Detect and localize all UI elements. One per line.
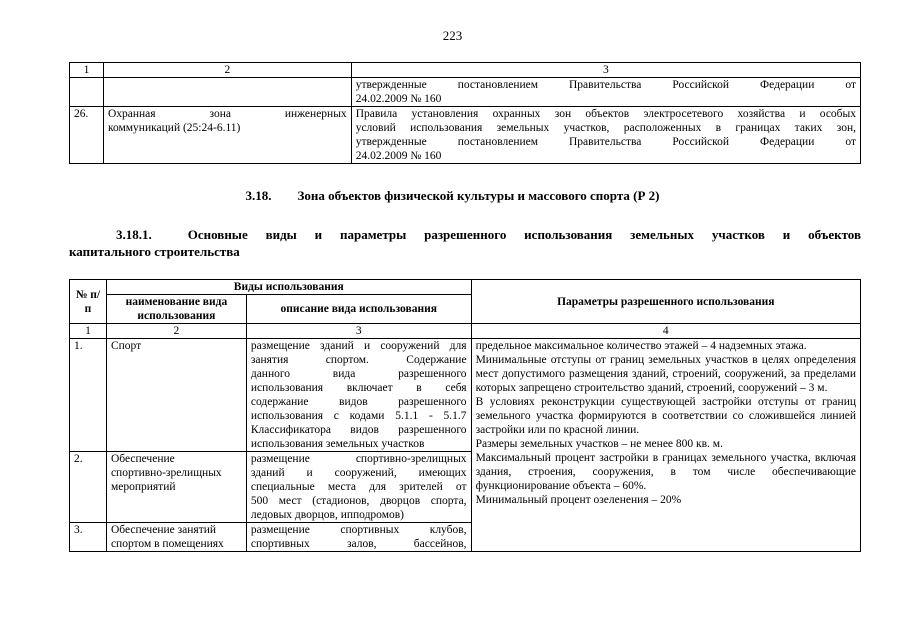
col-num-3: 3 — [351, 63, 860, 78]
table-row — [70, 78, 861, 107]
text-line: использования земельных участков — [250, 438, 425, 450]
usage-description — [246, 452, 471, 523]
page-number: 223 — [442, 28, 463, 43]
subsection-line-2: капитального строительства — [69, 244, 240, 259]
text-line: использования включает в себя — [250, 382, 467, 394]
header-usage-types: Виды использования — [106, 280, 471, 295]
col-num-1: 1 — [70, 63, 104, 78]
text-line: Охранная зона инженерных — [107, 108, 347, 120]
row-number: 2. — [70, 452, 107, 523]
usage-name: Спорт — [106, 339, 246, 452]
empty-cell — [103, 78, 351, 107]
text-line: размещение спортивных клубов, — [250, 524, 467, 536]
usage-description — [246, 523, 471, 552]
table-row — [70, 339, 861, 452]
continued-text — [351, 78, 860, 107]
subsection-title — [69, 226, 861, 260]
text-line: занятия спортом. Содержание — [250, 354, 467, 366]
parameter-paragraph: предельное максимальное количество этажей – 4 надземных этажа. — [475, 340, 807, 352]
row-number: 1. — [70, 339, 107, 452]
subsection-text: Основные виды и параметры разрешенного использования земельных участков и объектов — [187, 227, 861, 242]
header-number: № п/п — [70, 280, 107, 324]
section-title — [0, 188, 905, 204]
text-line: мероприятий — [110, 481, 176, 493]
text-line: Обеспечение — [110, 453, 175, 465]
land-use-table — [69, 279, 861, 552]
zone-description — [351, 107, 860, 164]
text-line: спортивных залов, бассейнов, — [250, 538, 467, 550]
header-usage-name: наименование вида использования — [106, 295, 246, 324]
text-line: содержание видов разрешенного — [250, 396, 467, 408]
header-parameters: Параметры разрешенного использования — [471, 280, 860, 324]
text-line: Правила установления охранных зон объектов электросетевого хозяйства и особых — [355, 108, 856, 120]
text-line: спортом в помещениях — [110, 538, 224, 550]
continuation-table — [69, 62, 861, 164]
text-line: размещение зданий и сооружений для — [250, 340, 467, 352]
parameter-paragraph: Размеры земельных участков – не менее 800 кв. м. — [475, 438, 723, 450]
col-num-4: 4 — [471, 324, 860, 339]
subsection-number: 3.18.1. — [116, 227, 152, 242]
usage-name — [106, 452, 246, 523]
col-num-3: 3 — [246, 324, 471, 339]
header-usage-description: описание вида использования — [246, 295, 471, 324]
column-number-row — [70, 324, 861, 339]
text-line: 500 мест (стадионов, дворцов спорта, — [250, 495, 467, 507]
row-number: 26. — [70, 107, 104, 164]
section-number: 3.18. — [245, 188, 272, 203]
text-line: спортивно-зрелищных — [110, 467, 222, 479]
parameter-paragraph: Минимальный процент озеленения – 20% — [475, 494, 682, 506]
empty-cell — [70, 78, 104, 107]
row-number: 3. — [70, 523, 107, 552]
text-line: 24.02.2009 № 160 — [355, 93, 442, 105]
text-line: коммуникаций (25:24-6.11) — [107, 122, 241, 134]
text-line: данного вида разрешенного — [250, 368, 467, 380]
text-line: 24.02.2009 № 160 — [355, 150, 442, 162]
col-num-2: 2 — [106, 324, 246, 339]
table-row — [70, 107, 861, 164]
zone-name — [103, 107, 351, 164]
col-num-2: 2 — [103, 63, 351, 78]
column-number-row — [70, 63, 861, 78]
text-line: размещение спортивно-зрелищных — [250, 453, 467, 465]
section-heading: Зона объектов физической культуры и массового спорта (Р 2) — [297, 188, 660, 203]
parameter-paragraph: Максимальный процент застройки в границах земельного участка, включая здания, строения, сооружения, в том числе обеспечивающие функционирование объекта – 60%. — [475, 452, 856, 492]
usage-parameters — [471, 339, 860, 552]
text-line: утвержденные постановлением Правительства Российской Федерации от — [355, 79, 856, 91]
text-line: ледовых дворцов, ипподромов) — [250, 509, 405, 521]
text-line: Обеспечение занятий — [110, 524, 217, 536]
text-line: зданий и сооружений, имеющих — [250, 467, 467, 479]
text-line: утвержденные постановлением Правительства Российской Федерации от — [355, 136, 856, 148]
usage-name — [106, 523, 246, 552]
parameter-paragraph: Минимальные отступы от границ земельных участков в целях определения мест допустимого размещения зданий, строений, сооружений, за пределами которых запрещено строительство зданий, строений, сооружений – 3 м. — [475, 354, 856, 394]
text-line: использования с кодами 5.1.1 - 5.1.7 — [250, 410, 467, 422]
parameter-paragraph: В условиях реконструкции существующей застройки отступы от границ земельного участка формируются в соответствии со сложившейся линией застройки или по красной линии. — [475, 396, 856, 436]
usage-description — [246, 339, 471, 452]
text-line: условий использования земельных участков, расположенных в границах таких зон, — [355, 122, 856, 134]
text-line: специальные места для зрителей от — [250, 481, 467, 493]
table-header-row — [70, 280, 861, 295]
text-line: Классификатора видов разрешенного — [250, 424, 467, 436]
subsection-line-1 — [69, 226, 861, 243]
col-num-1: 1 — [70, 324, 107, 339]
